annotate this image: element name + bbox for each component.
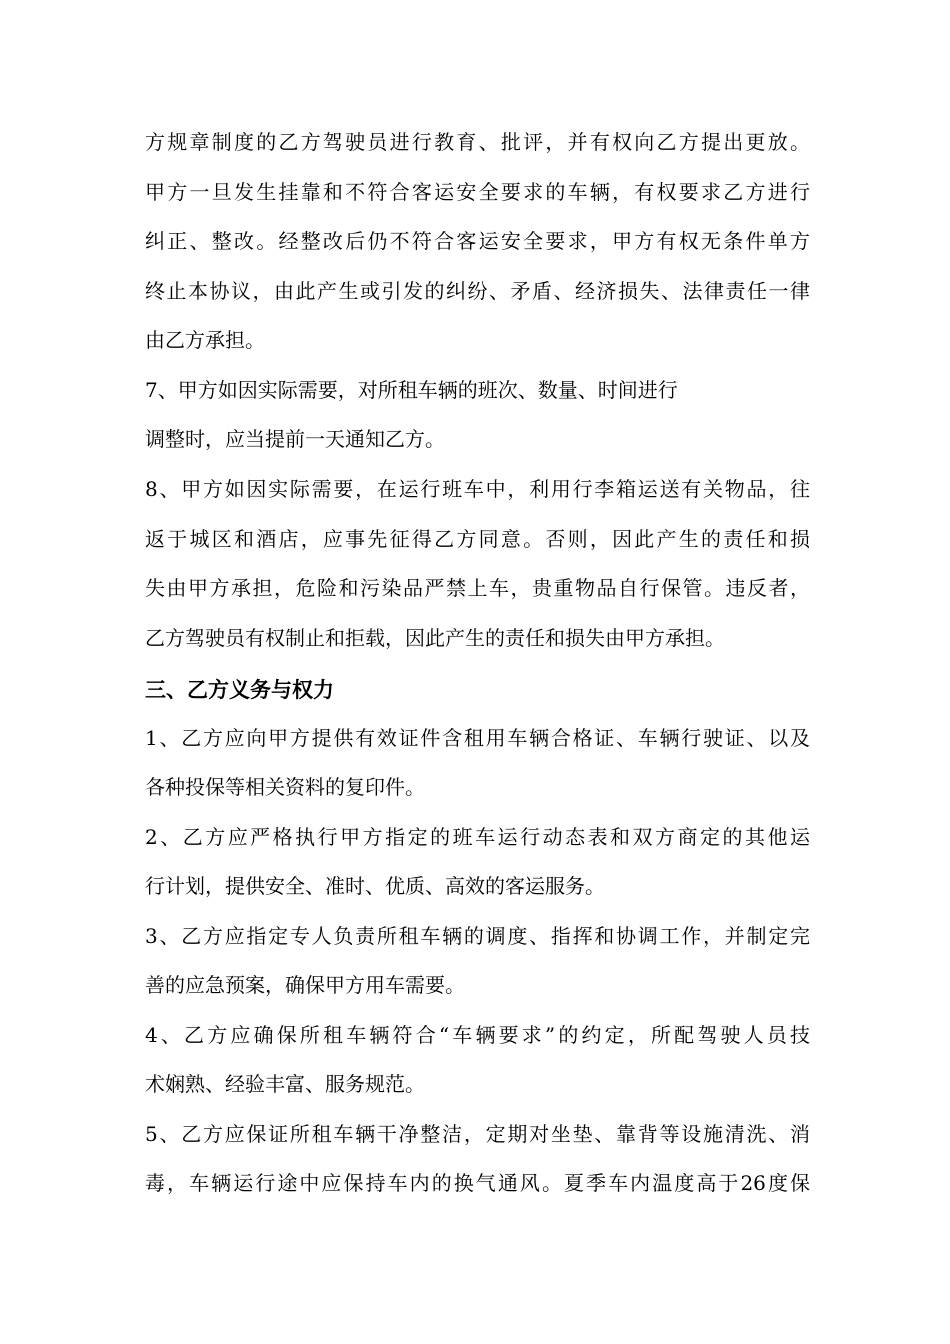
text-line: 1、乙方应向甲方提供有效证件含租用车辆合格证、车辆行驶证、以及 [145,726,810,750]
text-line: 行计划，提供安全、准时、优质、高效的客运服务。 [145,874,605,898]
text-line: 5、乙方应保证所租车辆干净整洁，定期对坐垫、靠背等设施清洗、消 [145,1122,810,1146]
text-line: 调整时，应当提前一天通知乙方。 [145,427,445,451]
text-line: 方规章制度的乙方驾驶员进行教育、批评，并有权向乙方提出更放。 [145,130,810,154]
text-line: 返于城区和酒店，应事先征得乙方同意。否则，因此产生的责任和损 [145,527,810,551]
text-line: 4、乙方应确保所租车辆符合“车辆要求”的约定，所配驾驶人员技 [145,1023,810,1047]
text-line: 术娴熟、经验丰富、服务规范。 [145,1072,425,1096]
text-line: 乙方驾驶员有权制止和拒载，因此产生的责任和损失由甲方承担。 [145,626,725,650]
text-line: 8、甲方如因实际需要，在运行班车中，利用行李箱运送有关物品，往 [145,477,810,501]
section-heading: 三、乙方义务与权力 [145,678,334,702]
text-line: 由乙方承担。 [145,328,265,352]
text-line: 纠正、整改。经整改后仍不符合客运安全要求，甲方有权无条件单方 [145,229,810,253]
text-line: 善的应急预案，确保甲方用车需要。 [145,973,465,997]
text-line: 毒，车辆运行途中应保持车内的换气通风。夏季车内温度高于26度保 [145,1171,810,1195]
text-line: 失由甲方承担，危险和污染品严禁上车，贵重物品自行保管。违反者， [145,576,810,600]
text-line: 3、乙方应指定专人负责所租车辆的调度、指挥和协调工作，并制定完 [145,924,810,948]
text-line: 7、甲方如因实际需要，对所租车辆的班次、数量、时间进行 [145,378,678,402]
text-line: 2、乙方应严格执行甲方指定的班车运行动态表和双方商定的其他运 [145,825,810,849]
text-line: 甲方一旦发生挂靠和不符合客运安全要求的车辆，有权要求乙方进行 [145,180,810,204]
text-line: 终止本协议，由此产生或引发的纠纷、矛盾、经济损失、法律责任一律 [145,279,810,303]
text-line: 各种投保等相关资料的复印件。 [145,775,425,799]
